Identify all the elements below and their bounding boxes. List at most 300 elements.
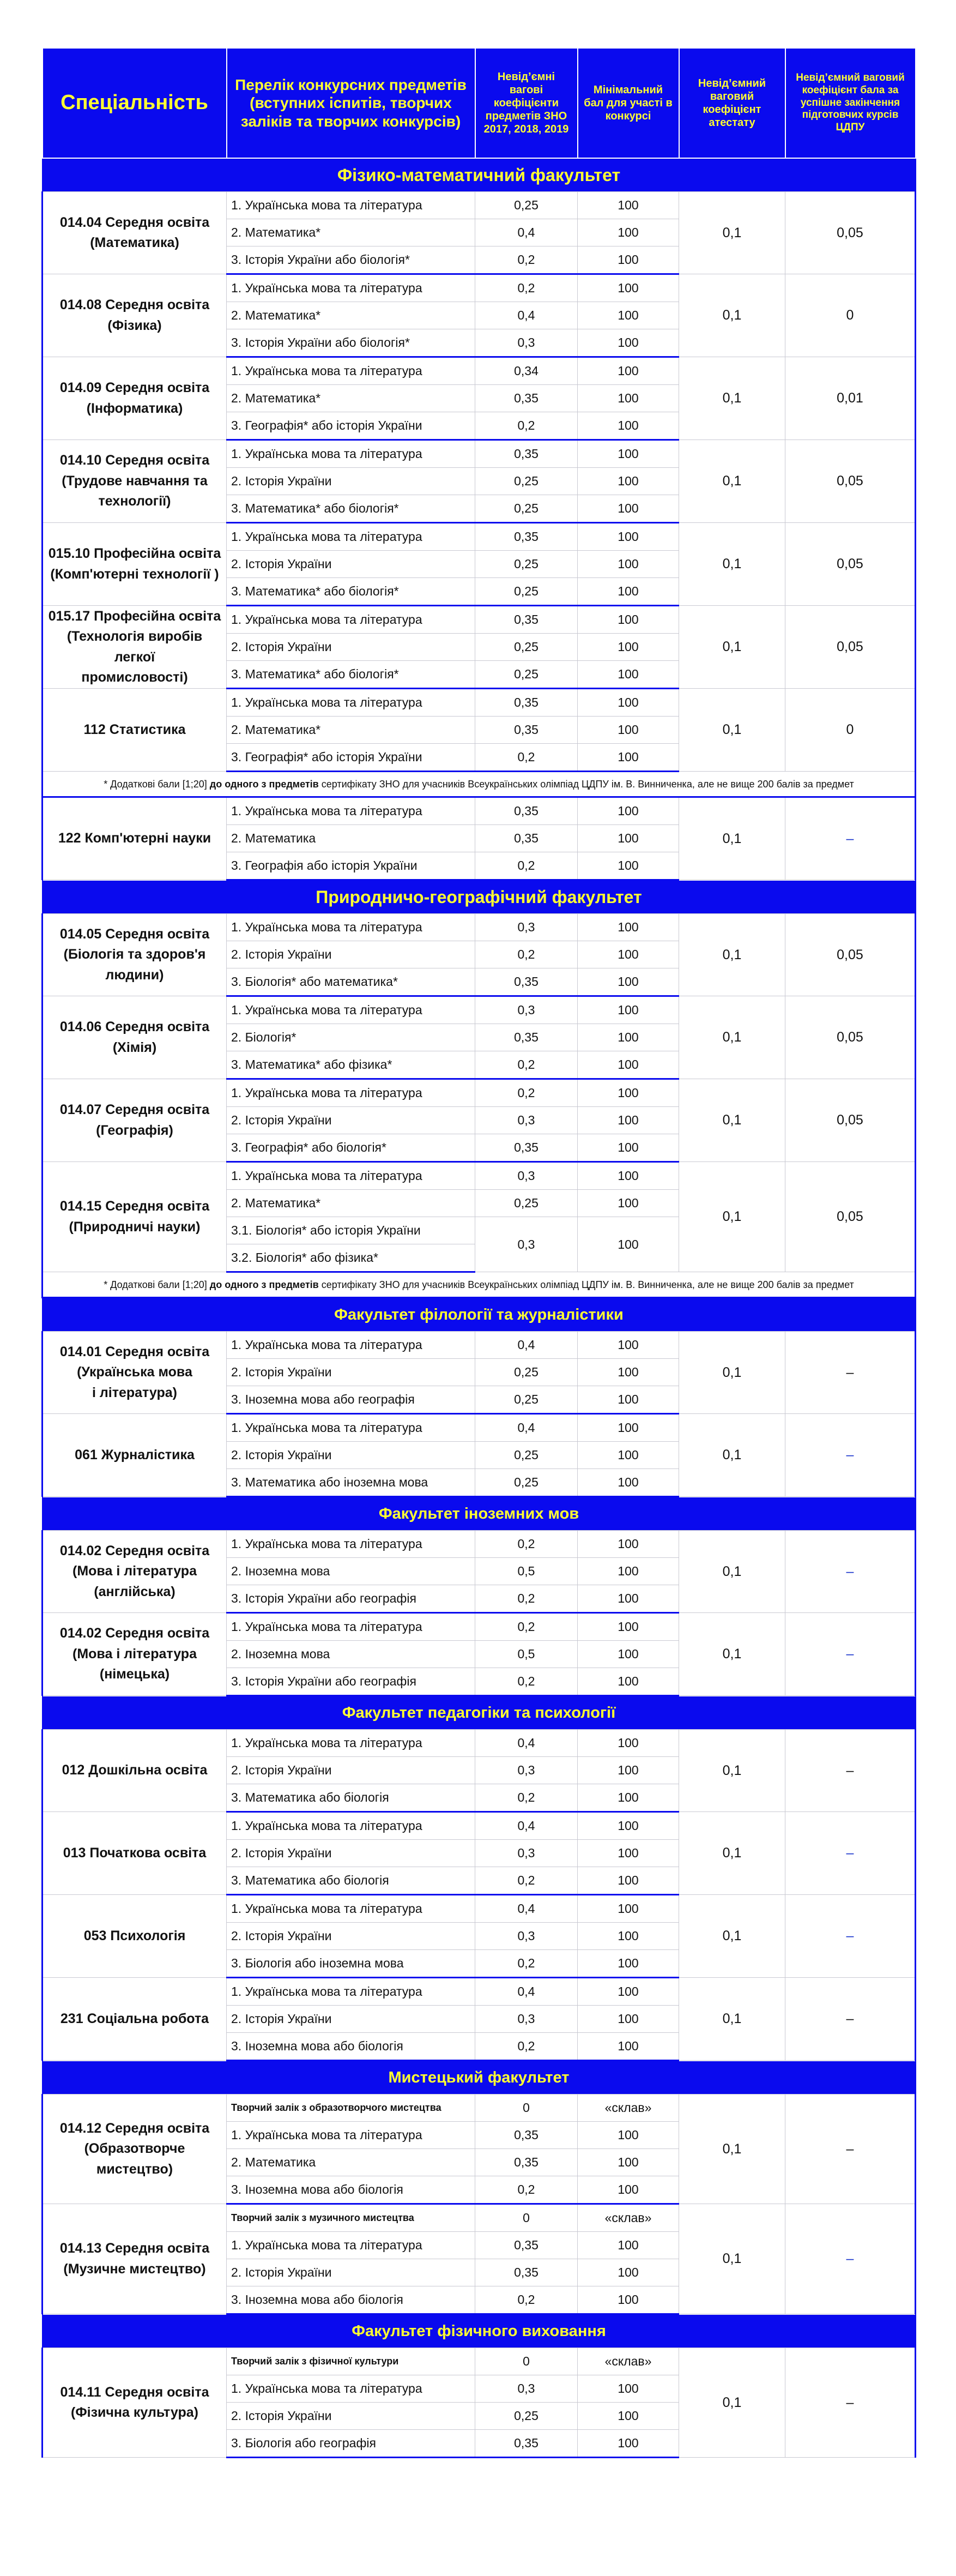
footnote-bold-text: до одного з предметів bbox=[209, 778, 319, 790]
header-row bbox=[43, 48, 916, 158]
table-row bbox=[43, 689, 916, 717]
cert-coef-cell: 0,1 bbox=[679, 440, 785, 523]
footnote bbox=[43, 1272, 916, 1298]
faculty-title: Факультет філології та журналістики bbox=[43, 1298, 916, 1332]
cert-coef-cell: 0,1 bbox=[679, 2348, 785, 2458]
table-row bbox=[43, 357, 916, 385]
faculty-title: Факультет фізичного виховання bbox=[43, 2314, 916, 2348]
subject-cell: 3. Математика або біологія bbox=[227, 1784, 475, 1812]
cert-coef-cell: 0,1 bbox=[679, 2204, 785, 2314]
min-score-cell: 100 bbox=[578, 219, 679, 246]
weight-cell: 0,4 bbox=[475, 1414, 578, 1442]
specialty-name: 014.13 Середня освіта (Музичне мистецтво) bbox=[43, 2204, 227, 2314]
cert-coef-cell: 0,1 bbox=[679, 1414, 785, 1497]
subject-cell: 1. Українська мова та література bbox=[227, 2232, 475, 2259]
weight-cell: 0,35 bbox=[475, 689, 578, 717]
min-score-cell: 100 bbox=[578, 1840, 679, 1867]
weight-cell: 0,4 bbox=[475, 1978, 578, 2006]
specialty-name: 061 Журналістика bbox=[43, 1414, 227, 1497]
courses-coef-cell: 0,05 bbox=[785, 1079, 916, 1162]
subject-cell: 2. Історія України bbox=[227, 2259, 475, 2286]
min-score-cell: 100 bbox=[578, 1386, 679, 1414]
min-score-cell: 100 bbox=[578, 1190, 679, 1217]
subject-cell: 3. Біологія або іноземна мова bbox=[227, 1950, 475, 1978]
weight-cell: 0,35 bbox=[475, 1134, 578, 1162]
specialty-name: 013 Початкова освіта bbox=[43, 1812, 227, 1895]
subject-cell: Творчий залік з музичного мистецтва bbox=[227, 2204, 475, 2232]
table-row bbox=[43, 1812, 916, 1840]
weight-cell: 0,35 bbox=[475, 440, 578, 468]
weight-cell: 0,25 bbox=[475, 1469, 578, 1497]
subject-cell: 1. Українська мова та література bbox=[227, 1613, 475, 1641]
min-score-cell: 100 bbox=[578, 412, 679, 440]
table-row bbox=[43, 914, 916, 941]
weight-cell: 0,25 bbox=[475, 468, 578, 495]
weight-cell: 0,5 bbox=[475, 1558, 578, 1585]
subject-cell: 3. Математика* або біологія* bbox=[227, 578, 475, 606]
min-score-cell: 100 bbox=[578, 2149, 679, 2176]
weight-cell: 0,25 bbox=[475, 578, 578, 606]
header-courses-coef: Невід’ємний ваговий коефіцієнт бала за успішне закінчення підготовчих курсів ЦДПУ bbox=[785, 48, 916, 158]
subject-cell: 3. Іноземна мова або географія bbox=[227, 1386, 475, 1414]
header-min-score: Мінімальний бал для участі в конкурсі bbox=[578, 48, 679, 158]
min-score-cell: 100 bbox=[578, 274, 679, 302]
subject-cell: 3. Історія України або географія bbox=[227, 1585, 475, 1613]
weight-cell: 0,25 bbox=[475, 495, 578, 523]
table-row bbox=[43, 797, 916, 825]
footnote-text: * Додаткові бали [1;20] bbox=[104, 1279, 210, 1290]
min-score-cell: 100 bbox=[578, 1757, 679, 1784]
min-score-cell: 100 bbox=[578, 385, 679, 412]
weight-cell: 0 bbox=[475, 2204, 578, 2232]
weight-cell: 0,2 bbox=[475, 941, 578, 968]
weight-cell: 0,25 bbox=[475, 1442, 578, 1469]
min-score-cell: 100 bbox=[578, 1812, 679, 1840]
subject-cell: 3. Іноземна мова або біологія bbox=[227, 2176, 475, 2204]
footnote-text: * Додаткові бали [1;20] bbox=[104, 778, 210, 790]
min-score-cell: 100 bbox=[578, 941, 679, 968]
subject-cell: 1. Українська мова та література bbox=[227, 689, 475, 717]
courses-coef-cell: 0,05 bbox=[785, 996, 916, 1079]
weight-cell: 0,35 bbox=[475, 606, 578, 634]
table-row bbox=[43, 1730, 916, 1757]
min-score-cell: 100 bbox=[578, 551, 679, 578]
cert-coef-cell: 0,1 bbox=[679, 1332, 785, 1414]
weight-cell: 0,3 bbox=[475, 996, 578, 1024]
faculty-title: Мистецький факультет bbox=[43, 2061, 916, 2094]
cert-coef-cell: 0,1 bbox=[679, 1162, 785, 1272]
subject-cell: 1. Українська мова та література bbox=[227, 523, 475, 551]
table-row bbox=[43, 1414, 916, 1442]
min-score-cell: 100 bbox=[578, 1531, 679, 1558]
table-row bbox=[43, 440, 916, 468]
min-score-cell: 100 bbox=[578, 1414, 679, 1442]
specialty-name: 014.02 Середня освіта (Мова і література (англійська) bbox=[43, 1531, 227, 1613]
table-row bbox=[43, 1978, 916, 2006]
min-score-cell: 100 bbox=[578, 2033, 679, 2061]
min-score-cell: 100 bbox=[578, 1217, 679, 1272]
weight-cell: 0,2 bbox=[475, 1613, 578, 1641]
min-score-cell: 100 bbox=[578, 1730, 679, 1757]
subject-cell: 1. Українська мова та література bbox=[227, 192, 475, 219]
min-score-cell: 100 bbox=[578, 1867, 679, 1895]
courses-coef-cell: – bbox=[785, 797, 916, 880]
cert-coef-cell: 0,1 bbox=[679, 996, 785, 1079]
courses-coef-cell: – bbox=[785, 1531, 916, 1613]
weight-cell: 0,35 bbox=[475, 968, 578, 996]
cert-coef-cell: 0,1 bbox=[679, 2094, 785, 2204]
weight-cell: 0,2 bbox=[475, 2176, 578, 2204]
weight-cell: 0,35 bbox=[475, 717, 578, 744]
subject-cell: 3. Математика* або фізика* bbox=[227, 1051, 475, 1079]
min-score-cell: 100 bbox=[578, 468, 679, 495]
specialty-name: 014.11 Середня освіта (Фізична культура) bbox=[43, 2348, 227, 2458]
min-score-cell: 100 bbox=[578, 1558, 679, 1585]
subject-cell: 3. Математика або біологія bbox=[227, 1867, 475, 1895]
specialty-name: 014.10 Середня освіта (Трудове навчання та технології) bbox=[43, 440, 227, 523]
weight-cell: 0,35 bbox=[475, 825, 578, 852]
min-score-cell: 100 bbox=[578, 578, 679, 606]
subject-cell: 3. Географія* або історія України bbox=[227, 412, 475, 440]
min-score-cell: 100 bbox=[578, 2430, 679, 2458]
subject-cell: 3. Іноземна мова або біологія bbox=[227, 2286, 475, 2314]
weight-cell: 0,35 bbox=[475, 385, 578, 412]
faculty-header-row bbox=[43, 158, 916, 192]
weight-cell: 0,3 bbox=[475, 914, 578, 941]
subject-cell: 2. Математика bbox=[227, 825, 475, 852]
subject-cell: 3. Історія України або географія bbox=[227, 1668, 475, 1696]
min-score-cell: 100 bbox=[578, 689, 679, 717]
cert-coef-cell: 0,1 bbox=[679, 1895, 785, 1978]
weight-cell: 0,25 bbox=[475, 551, 578, 578]
subject-cell: 3. Біологія* або математика* bbox=[227, 968, 475, 996]
table-row bbox=[43, 1332, 916, 1359]
weight-cell: 0,25 bbox=[475, 1386, 578, 1414]
cert-coef-cell: 0,1 bbox=[679, 274, 785, 357]
min-score-cell: 100 bbox=[578, 852, 679, 880]
min-score-cell: 100 bbox=[578, 1978, 679, 2006]
subject-cell: 2. Біологія* bbox=[227, 1024, 475, 1051]
faculty-header-row bbox=[43, 2314, 916, 2348]
min-score-cell: 100 bbox=[578, 968, 679, 996]
weight-cell: 0,35 bbox=[475, 1024, 578, 1051]
min-score-cell: 100 bbox=[578, 302, 679, 329]
faculty-title: Фізико-математичний факультет bbox=[43, 158, 916, 192]
specialty-name: 014.05 Середня освіта (Біологія та здоров'я людини) bbox=[43, 914, 227, 996]
cert-coef-cell: 0,1 bbox=[679, 689, 785, 772]
min-score-cell: 100 bbox=[578, 1024, 679, 1051]
weight-cell: 0,3 bbox=[475, 1162, 578, 1190]
min-score-cell: 100 bbox=[578, 2259, 679, 2286]
footnote-row bbox=[43, 1272, 916, 1298]
min-score-cell: 100 bbox=[578, 2176, 679, 2204]
weight-cell: 0,2 bbox=[475, 2033, 578, 2061]
footnote-row bbox=[43, 772, 916, 797]
min-score-cell: 100 bbox=[578, 744, 679, 772]
cert-coef-cell: 0,1 bbox=[679, 1730, 785, 1812]
courses-coef-cell: 0,05 bbox=[785, 606, 916, 689]
specialty-name: 231 Соціальна робота bbox=[43, 1978, 227, 2061]
courses-coef-cell: 0,05 bbox=[785, 440, 916, 523]
specialty-name: 014.15 Середня освіта (Природничі науки) bbox=[43, 1162, 227, 1272]
weight-cell: 0,25 bbox=[475, 192, 578, 219]
faculty-header-row bbox=[43, 2061, 916, 2094]
weight-cell: 0,3 bbox=[475, 329, 578, 357]
weight-cell: 0,3 bbox=[475, 1757, 578, 1784]
specialty-name: 012 Дошкільна освіта bbox=[43, 1730, 227, 1812]
faculty-title: Факультет іноземних мов bbox=[43, 1497, 916, 1531]
min-score-cell: 100 bbox=[578, 2122, 679, 2149]
table-row bbox=[43, 2204, 916, 2232]
weight-cell: 0,2 bbox=[475, 1051, 578, 1079]
subject-cell: 2. Історія України bbox=[227, 1840, 475, 1867]
min-score-cell: «склав» bbox=[578, 2094, 679, 2122]
subject-cell: 2. Історія України bbox=[227, 1107, 475, 1134]
subject-cell: 2. Математика* bbox=[227, 302, 475, 329]
table-row bbox=[43, 1162, 916, 1190]
courses-coef-cell: – bbox=[785, 1613, 916, 1696]
weight-cell: 0,2 bbox=[475, 274, 578, 302]
cert-coef-cell: 0,1 bbox=[679, 1079, 785, 1162]
subject-cell: 2. Історія України bbox=[227, 941, 475, 968]
footnote-bold-text: до одного з предметів bbox=[209, 1279, 319, 1290]
weight-cell: 0,3 bbox=[475, 2375, 578, 2403]
cert-coef-cell: 0,1 bbox=[679, 192, 785, 274]
min-score-cell: 100 bbox=[578, 2403, 679, 2430]
min-score-cell: 100 bbox=[578, 523, 679, 551]
min-score-cell: 100 bbox=[578, 1079, 679, 1107]
weight-cell: 0,3 bbox=[475, 1923, 578, 1950]
courses-coef-cell: – bbox=[785, 1895, 916, 1978]
weight-cell: 0,2 bbox=[475, 1867, 578, 1895]
subject-cell: 3. Географія або історія України bbox=[227, 852, 475, 880]
weight-cell: 0,25 bbox=[475, 634, 578, 661]
weight-cell: 0,3 bbox=[475, 2006, 578, 2033]
min-score-cell: 100 bbox=[578, 1134, 679, 1162]
weight-cell: 0 bbox=[475, 2094, 578, 2122]
cert-coef-cell: 0,1 bbox=[679, 357, 785, 440]
faculty-header-row bbox=[43, 880, 916, 914]
weight-cell: 0,35 bbox=[475, 523, 578, 551]
courses-coef-cell: – bbox=[785, 1332, 916, 1414]
min-score-cell: 100 bbox=[578, 1668, 679, 1696]
min-score-cell: 100 bbox=[578, 634, 679, 661]
weight-cell: 0,2 bbox=[475, 1668, 578, 1696]
cert-coef-cell: 0,1 bbox=[679, 1812, 785, 1895]
min-score-cell: 100 bbox=[578, 1641, 679, 1668]
min-score-cell: 100 bbox=[578, 246, 679, 274]
weight-cell: 0,4 bbox=[475, 1730, 578, 1757]
subject-cell: 1. Українська мова та література bbox=[227, 1895, 475, 1923]
weight-cell: 0,25 bbox=[475, 1359, 578, 1386]
weight-cell: 0,25 bbox=[475, 1190, 578, 1217]
subject-cell: 3. Історія України або біологія* bbox=[227, 246, 475, 274]
courses-coef-cell: 0,01 bbox=[785, 357, 916, 440]
admission-table-container bbox=[41, 47, 915, 2458]
min-score-cell: 100 bbox=[578, 717, 679, 744]
footnote-text: сертифікату ЗНО для учасників Всеукраїнських олімпіад ЦДПУ ім. В. Винниченка, але не вище 200 балів за предмет bbox=[318, 1279, 854, 1290]
table-row bbox=[43, 606, 916, 634]
courses-coef-cell: – bbox=[785, 2204, 916, 2314]
weight-cell: 0,4 bbox=[475, 302, 578, 329]
subject-cell: 1. Українська мова та література bbox=[227, 606, 475, 634]
specialty-name: 014.04 Середня освіта (Математика) bbox=[43, 192, 227, 274]
min-score-cell: 100 bbox=[578, 1107, 679, 1134]
courses-coef-cell: – bbox=[785, 1978, 916, 2061]
min-score-cell: 100 bbox=[578, 357, 679, 385]
min-score-cell: 100 bbox=[578, 329, 679, 357]
weight-cell: 0,35 bbox=[475, 2232, 578, 2259]
courses-coef-cell: – bbox=[785, 1414, 916, 1497]
specialty-name: 014.02 Середня освіта (Мова і література (німецька) bbox=[43, 1613, 227, 1696]
faculty-title: Факультет педагогіки та психології bbox=[43, 1696, 916, 1730]
specialty-name: 014.01 Середня освіта (Українська мова і література) bbox=[43, 1332, 227, 1414]
specialty-name: 014.06 Середня освіта (Хімія) bbox=[43, 996, 227, 1079]
min-score-cell: 100 bbox=[578, 440, 679, 468]
subject-cell: 2. Математика* bbox=[227, 385, 475, 412]
subject-cell: 1. Українська мова та література bbox=[227, 2375, 475, 2403]
min-score-cell: 100 bbox=[578, 192, 679, 219]
cert-coef-cell: 0,1 bbox=[679, 523, 785, 606]
specialty-name: 014.12 Середня освіта (Образотворче мистецтво) bbox=[43, 2094, 227, 2204]
subject-cell: 2. Історія України bbox=[227, 2006, 475, 2033]
weight-cell: 0,4 bbox=[475, 219, 578, 246]
courses-coef-cell: – bbox=[785, 1730, 916, 1812]
faculty-title: Природничо-географічний факультет bbox=[43, 880, 916, 914]
faculty-header-row bbox=[43, 1298, 916, 1332]
min-score-cell: 100 bbox=[578, 1469, 679, 1497]
footnote bbox=[43, 772, 916, 797]
min-score-cell: 100 bbox=[578, 606, 679, 634]
weight-cell: 0,4 bbox=[475, 1812, 578, 1840]
min-score-cell: 100 bbox=[578, 2006, 679, 2033]
table-row bbox=[43, 274, 916, 302]
min-score-cell: 100 bbox=[578, 1923, 679, 1950]
subject-cell: 2. Математика bbox=[227, 2149, 475, 2176]
subject-cell: 1. Українська мова та література bbox=[227, 996, 475, 1024]
table-row bbox=[43, 1613, 916, 1641]
table-row bbox=[43, 996, 916, 1024]
courses-coef-cell: 0,05 bbox=[785, 1162, 916, 1272]
table-row bbox=[43, 2094, 916, 2122]
weight-cell: 0,35 bbox=[475, 2149, 578, 2176]
subject-cell: 1. Українська мова та література bbox=[227, 1079, 475, 1107]
weight-cell: 0,2 bbox=[475, 1585, 578, 1613]
table-row bbox=[43, 1531, 916, 1558]
min-score-cell: 100 bbox=[578, 1359, 679, 1386]
min-score-cell: 100 bbox=[578, 2286, 679, 2314]
subject-cell: Творчий залік з образотворчого мистецтва bbox=[227, 2094, 475, 2122]
specialty-name: 053 Психологія bbox=[43, 1895, 227, 1978]
cert-coef-cell: 0,1 bbox=[679, 1613, 785, 1696]
subject-cell: 1. Українська мова та література bbox=[227, 1162, 475, 1190]
subject-cell: 3. Історія України або біологія* bbox=[227, 329, 475, 357]
min-score-cell: 100 bbox=[578, 797, 679, 825]
weight-cell: 0,2 bbox=[475, 246, 578, 274]
weight-cell: 0,3 bbox=[475, 1840, 578, 1867]
min-score-cell: 100 bbox=[578, 661, 679, 689]
min-score-cell: 100 bbox=[578, 1051, 679, 1079]
footnote-text: сертифікату ЗНО для учасників Всеукраїнських олімпіад ЦДПУ ім. В. Винниченка, але не вище 200 балів за предмет bbox=[318, 778, 854, 790]
courses-coef-cell: – bbox=[785, 2348, 916, 2458]
subject-cell: 2. Історія України bbox=[227, 2403, 475, 2430]
subject-cell: 1. Українська мова та література bbox=[227, 797, 475, 825]
header-specialty: Спеціальність bbox=[43, 48, 227, 158]
subject-cell: 3. Географія* або історія України bbox=[227, 744, 475, 772]
subject-cell: 2. Історія України bbox=[227, 551, 475, 578]
weight-cell: 0,2 bbox=[475, 1531, 578, 1558]
subject-cell: 3. Математика або іноземна мова bbox=[227, 1469, 475, 1497]
min-score-cell: 100 bbox=[578, 1332, 679, 1359]
weight-cell: 0,35 bbox=[475, 797, 578, 825]
weight-cell: 0,5 bbox=[475, 1641, 578, 1668]
cert-coef-cell: 0,1 bbox=[679, 1531, 785, 1613]
weight-cell: 0,35 bbox=[475, 2259, 578, 2286]
subject-cell: 2. Історія України bbox=[227, 468, 475, 495]
min-score-cell: 100 bbox=[578, 1585, 679, 1613]
min-score-cell: «склав» bbox=[578, 2348, 679, 2375]
specialty-name: 014.08 Середня освіта (Фізика) bbox=[43, 274, 227, 357]
weight-cell: 0,2 bbox=[475, 852, 578, 880]
header-weights: Невід’ємні вагові коефіцієнти предметів ЗНО 2017, 2018, 2019 bbox=[475, 48, 578, 158]
weight-cell: 0,3 bbox=[475, 1217, 578, 1272]
min-score-cell: 100 bbox=[578, 1895, 679, 1923]
subject-cell: 2. Історія України bbox=[227, 1757, 475, 1784]
table-row bbox=[43, 523, 916, 551]
subject-cell: 2. Іноземна мова bbox=[227, 1641, 475, 1668]
table-body bbox=[43, 158, 916, 2458]
subject-cell: 1. Українська мова та література bbox=[227, 1531, 475, 1558]
cert-coef-cell: 0,1 bbox=[679, 914, 785, 996]
courses-coef-cell: 0,05 bbox=[785, 192, 916, 274]
min-score-cell: 100 bbox=[578, 1162, 679, 1190]
specialty-name: 015.10 Професійна освіта (Комп'ютерні технології ) bbox=[43, 523, 227, 606]
weight-cell: 0,35 bbox=[475, 2430, 578, 2458]
subject-cell: 1. Українська мова та література bbox=[227, 2122, 475, 2149]
subject-cell: 1. Українська мова та література bbox=[227, 1812, 475, 1840]
subject-cell: 3.2. Біологія* або фізика* bbox=[227, 1244, 475, 1272]
subject-cell: 1. Українська мова та література bbox=[227, 440, 475, 468]
min-score-cell: 100 bbox=[578, 825, 679, 852]
weight-cell: 0,2 bbox=[475, 412, 578, 440]
table-row bbox=[43, 1079, 916, 1107]
subject-cell: 2. Історія України bbox=[227, 1359, 475, 1386]
specialty-name: 122 Комп'ютерні науки bbox=[43, 797, 227, 880]
courses-coef-cell: 0 bbox=[785, 689, 916, 772]
weight-cell: 0,2 bbox=[475, 744, 578, 772]
subject-cell: 1. Українська мова та література bbox=[227, 1730, 475, 1757]
faculty-header-row bbox=[43, 1497, 916, 1531]
subject-cell: 2. Математика* bbox=[227, 1190, 475, 1217]
weight-cell: 0,25 bbox=[475, 661, 578, 689]
weight-cell: 0,34 bbox=[475, 357, 578, 385]
cert-coef-cell: 0,1 bbox=[679, 1978, 785, 2061]
min-score-cell: 100 bbox=[578, 2375, 679, 2403]
min-score-cell: 100 bbox=[578, 2232, 679, 2259]
subject-cell: 1. Українська мова та література bbox=[227, 1414, 475, 1442]
min-score-cell: 100 bbox=[578, 1442, 679, 1469]
min-score-cell: 100 bbox=[578, 1784, 679, 1812]
subject-cell: 2. Іноземна мова bbox=[227, 1558, 475, 1585]
subject-cell: 2. Математика* bbox=[227, 219, 475, 246]
courses-coef-cell: – bbox=[785, 2094, 916, 2204]
subject-cell: 1. Українська мова та література bbox=[227, 274, 475, 302]
subject-cell: 1. Українська мова та література bbox=[227, 1978, 475, 2006]
subject-cell: 3.1. Біологія* або історія України bbox=[227, 1217, 475, 1244]
courses-coef-cell: 0,05 bbox=[785, 523, 916, 606]
subject-cell: 1. Українська мова та література bbox=[227, 357, 475, 385]
weight-cell: 0,3 bbox=[475, 1107, 578, 1134]
